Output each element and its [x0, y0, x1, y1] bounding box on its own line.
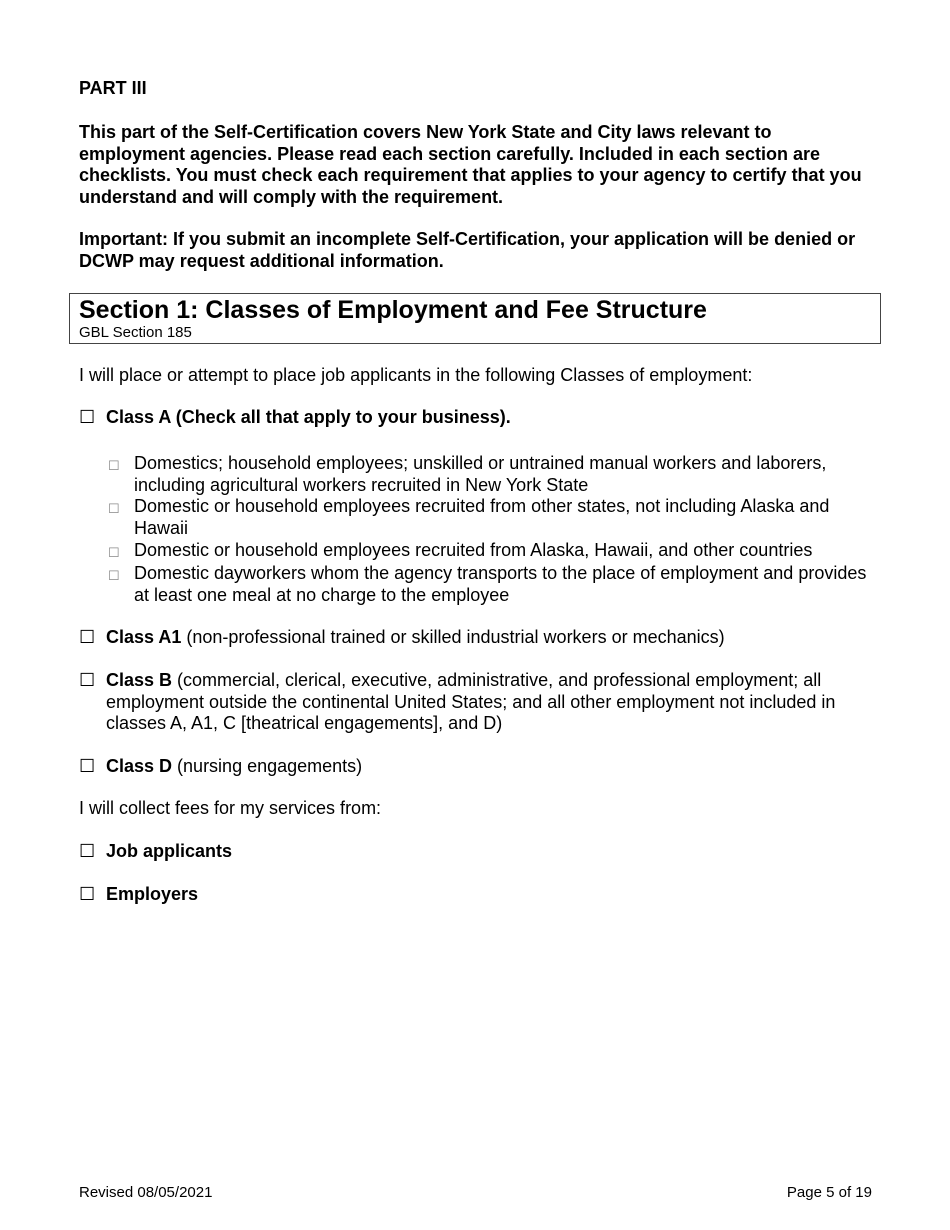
fee-applicants-row: [79, 841, 879, 863]
section-subtitle: GBL Section 185: [79, 324, 192, 341]
fees-intro: I will collect fees for my services from:: [79, 798, 382, 818]
fee-employers-checkbox[interactable]: ☐: [79, 884, 96, 904]
section-header-box: [69, 293, 881, 344]
class-a1-checkbox[interactable]: ☐: [79, 627, 96, 647]
class-a-item-1: [108, 453, 868, 496]
class-a-item-4: [108, 563, 868, 606]
class-a-item-3: [108, 540, 868, 564]
fee-applicants-label: Job applicants: [106, 841, 233, 861]
class-a-row: [79, 407, 879, 429]
fee-employers-label: Employers: [106, 884, 199, 904]
class-d-row: [79, 756, 879, 778]
class-a-item-2-text: Domestic or household employees recruited from other states, not including Alaska and Hawaii: [134, 496, 830, 538]
class-a-item-1-text: Domestics; household employees; unskilled or untrained manual workers and laborers, including agricultural workers recruited in New York State: [134, 453, 827, 495]
class-a-label: Class A (Check all that apply to your business).: [106, 407, 511, 427]
fee-applicants-checkbox[interactable]: ☐: [79, 841, 96, 861]
class-a1-row: [79, 627, 879, 649]
class-a-item-4-text: Domestic dayworkers whom the agency transports to the place of employment and provides at least one meal at no charge to the employee: [134, 563, 867, 605]
revised-date: Revised 08/05/2021: [79, 1184, 213, 1201]
class-a-item-2-checkbox[interactable]: ☐: [108, 501, 120, 516]
class-d-checkbox[interactable]: ☐: [79, 756, 96, 776]
class-b-checkbox[interactable]: ☐: [79, 670, 96, 690]
class-a-checkbox[interactable]: ☐: [79, 407, 96, 427]
part-title: PART III: [79, 78, 147, 98]
class-a-item-4-checkbox[interactable]: ☐: [108, 568, 120, 583]
class-b-desc: (commercial, clerical, executive, administrative, and professional employment; all employment outside the continental United States; and all other employment not included in classes A, A1, C [theatrical engagements], and D): [106, 670, 836, 733]
class-a-item-2: [108, 496, 868, 539]
class-d-desc: (nursing engagements): [172, 756, 363, 776]
fee-employers-row: [79, 884, 879, 906]
class-b-row: [79, 670, 879, 735]
class-d-name: Class D: [106, 756, 173, 776]
classes-intro: I will place or attempt to place job applicants in the following Classes of employment:: [79, 365, 753, 385]
intro-paragraph: This part of the Self-Certification covers New York State and City laws relevant to employment agencies. Please read each section carefully. Included in each section are checklists. You must check each requirement that applies to your agency to certify that you understand and will comply with the requirement.: [79, 122, 862, 207]
class-a-item-3-text: Domestic or household employees recruited from Alaska, Hawaii, and other countries: [134, 540, 813, 560]
class-a1-name: Class A1: [106, 627, 182, 647]
section-title: Section 1: Classes of Employment and Fee Structure: [79, 296, 707, 324]
page-number: Page 5 of 19: [786, 1184, 872, 1201]
important-notice: Important: If you submit an incomplete Self-Certification, your application will be denied or DCWP may request additional information.: [79, 229, 856, 271]
class-a-item-1-checkbox[interactable]: ☐: [108, 458, 120, 473]
class-b-name: Class B: [106, 670, 173, 690]
class-a1-desc: (non-professional trained or skilled industrial workers or mechanics): [181, 627, 725, 647]
class-a-item-3-checkbox[interactable]: ☐: [108, 545, 120, 560]
